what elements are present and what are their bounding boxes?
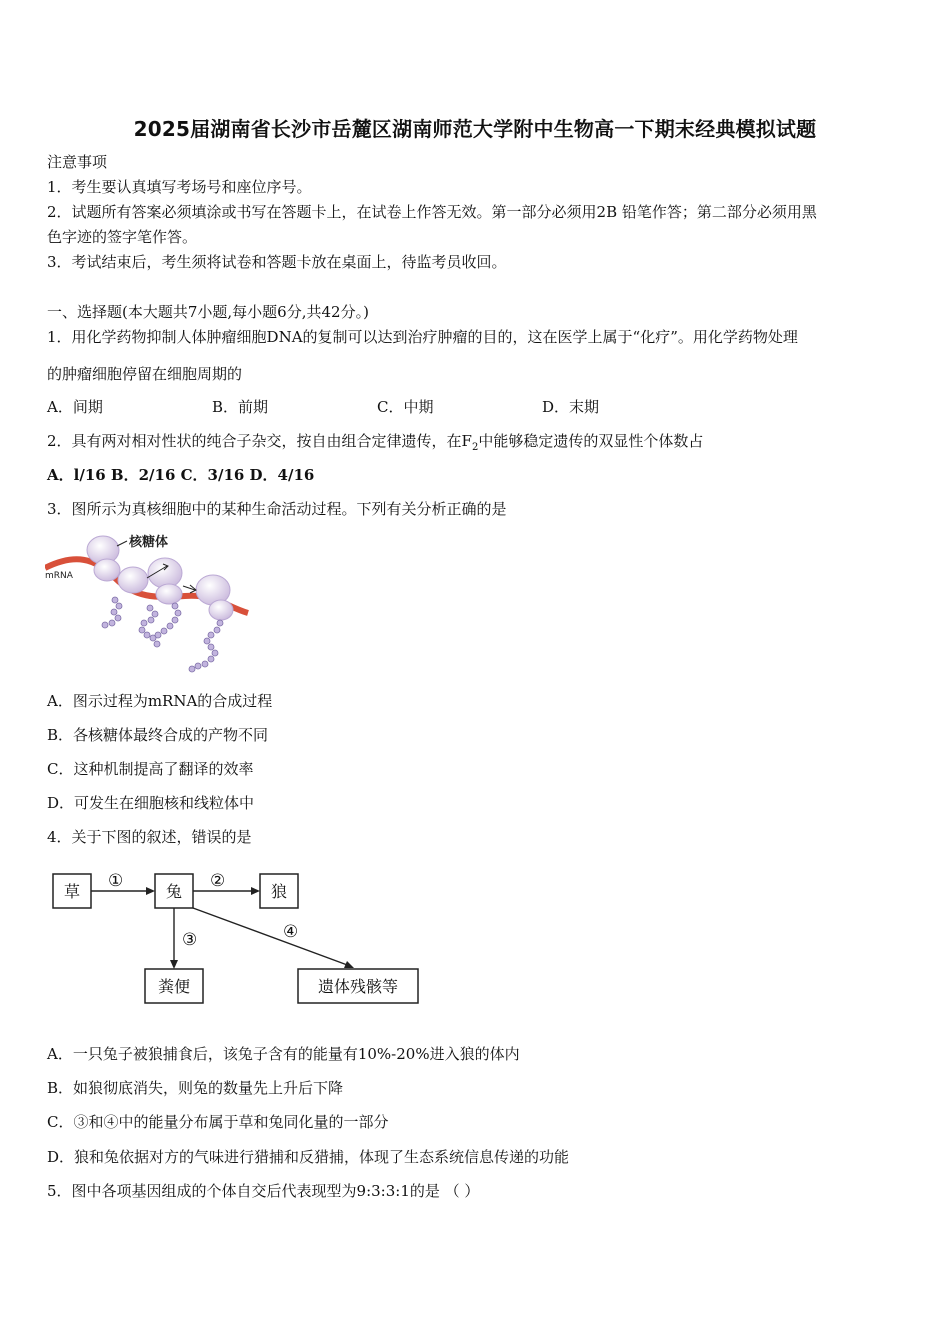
q3-option-d[interactable]: D．可发生在细胞核和线粒体中 xyxy=(47,794,255,812)
q2-stem-before: 2．具有两对相对性状的纯合子杂交，按自由组合定律遗传，在F xyxy=(47,432,472,450)
arrow-label-1: ① xyxy=(108,871,124,891)
translation-figure xyxy=(45,528,250,678)
food-chain-figure xyxy=(45,862,425,1007)
node-remains: 遗体残骸等 xyxy=(317,977,399,996)
q4-option-a[interactable]: A．一只兔子被狼捕食后，该兔子含有的能量有10%-20%进入狼的体内 xyxy=(47,1045,520,1063)
notice-item-1: 1．考生要认真填写考场号和座位序号。 xyxy=(47,178,312,196)
q1-option-b[interactable]: B．前期 xyxy=(212,398,269,416)
q4-option-d[interactable]: D．狼和兔依据对方的气味进行猎捕和反猎捕，体现了生态系统信息传递的功能 xyxy=(47,1148,570,1166)
ribosome-4 xyxy=(196,575,233,620)
mrna-label: mRNA xyxy=(45,571,73,581)
ribosome-1 xyxy=(87,536,120,581)
q3-option-b[interactable]: B．各核糖体最终合成的产物不同 xyxy=(47,726,269,744)
q4-stem: 4．关于下图的叙述，错误的是 xyxy=(47,828,252,846)
polypeptide-chains xyxy=(102,597,223,672)
notice-item-2-cont: 色字迹的签字笔作答。 xyxy=(47,228,198,246)
q1-options xyxy=(47,397,905,417)
q1-option-a[interactable]: A．间期 xyxy=(47,398,103,416)
q1-stem-line1: 1．用化学药物抑制人体肿瘤细胞DNA的复制可以达到治疗肿瘤的目的，这在医学上属于“化疗”。用化学药物处理 xyxy=(47,328,798,346)
q2-options[interactable]: A．l/16 B．2/16 C．3/16 D．4/16 xyxy=(47,466,315,484)
q3-stem: 3．图所示为真核细胞中的某种生命活动过程。下列有关分析正确的是 xyxy=(47,500,507,518)
node-rabbit: 兔 xyxy=(165,882,183,901)
node-feces: 粪便 xyxy=(157,977,191,996)
arrow-label-4: ④ xyxy=(283,922,299,942)
section-heading: 一、选择题(本大题共7小题,每小题6分,共42分。) xyxy=(47,303,369,321)
ribosome-label: 核糖体 xyxy=(129,535,169,550)
q2-stem-after: 中能够稳定遗传的双显性个体数占 xyxy=(478,432,704,450)
q4-option-c[interactable]: C．③和④中的能量分布属于草和兔同化量的一部分 xyxy=(47,1113,389,1131)
q2-subscript: 2 xyxy=(471,442,479,453)
ribosome-2 xyxy=(118,567,148,593)
q1-option-c[interactable]: C．中期 xyxy=(377,398,434,416)
q3-option-a[interactable]: A．图示过程为mRNA的合成过程 xyxy=(47,692,273,710)
q4-option-b[interactable]: B．如狼彻底消失，则兔的数量先上升后下降 xyxy=(47,1079,344,1097)
q1-option-d[interactable]: D．末期 xyxy=(542,398,600,416)
q1-stem-line2: 的肿瘤细胞停留在细胞周期的 xyxy=(47,365,243,383)
node-wolf: 狼 xyxy=(270,882,288,901)
notice-item-2: 2．试题所有答案必须填涂或书写在答题卡上，在试卷上作答无效。第一部分必须用2B 铅笔作答；第二部分必须用黑 xyxy=(47,203,817,221)
arrow-label-3: ③ xyxy=(182,930,198,950)
notice-item-3: 3．考试结束后，考生须将试卷和答题卡放在桌面上，待监考员收回。 xyxy=(47,253,507,271)
page-title: 2025届湖南省长沙市岳麓区湖南师范大学附中生物高一下期末经典模拟试题 xyxy=(133,117,817,141)
q3-option-c[interactable]: C．这种机制提高了翻译的效率 xyxy=(47,760,254,778)
node-grass: 草 xyxy=(63,882,81,901)
notice-heading: 注意事项 xyxy=(47,153,108,171)
arrow-label-2: ② xyxy=(210,871,226,891)
q2-stem xyxy=(47,431,703,458)
q5-stem: 5．图中各项基因组成的个体自交后代表现型为9:3:3:1的是 （ ） xyxy=(47,1182,480,1200)
